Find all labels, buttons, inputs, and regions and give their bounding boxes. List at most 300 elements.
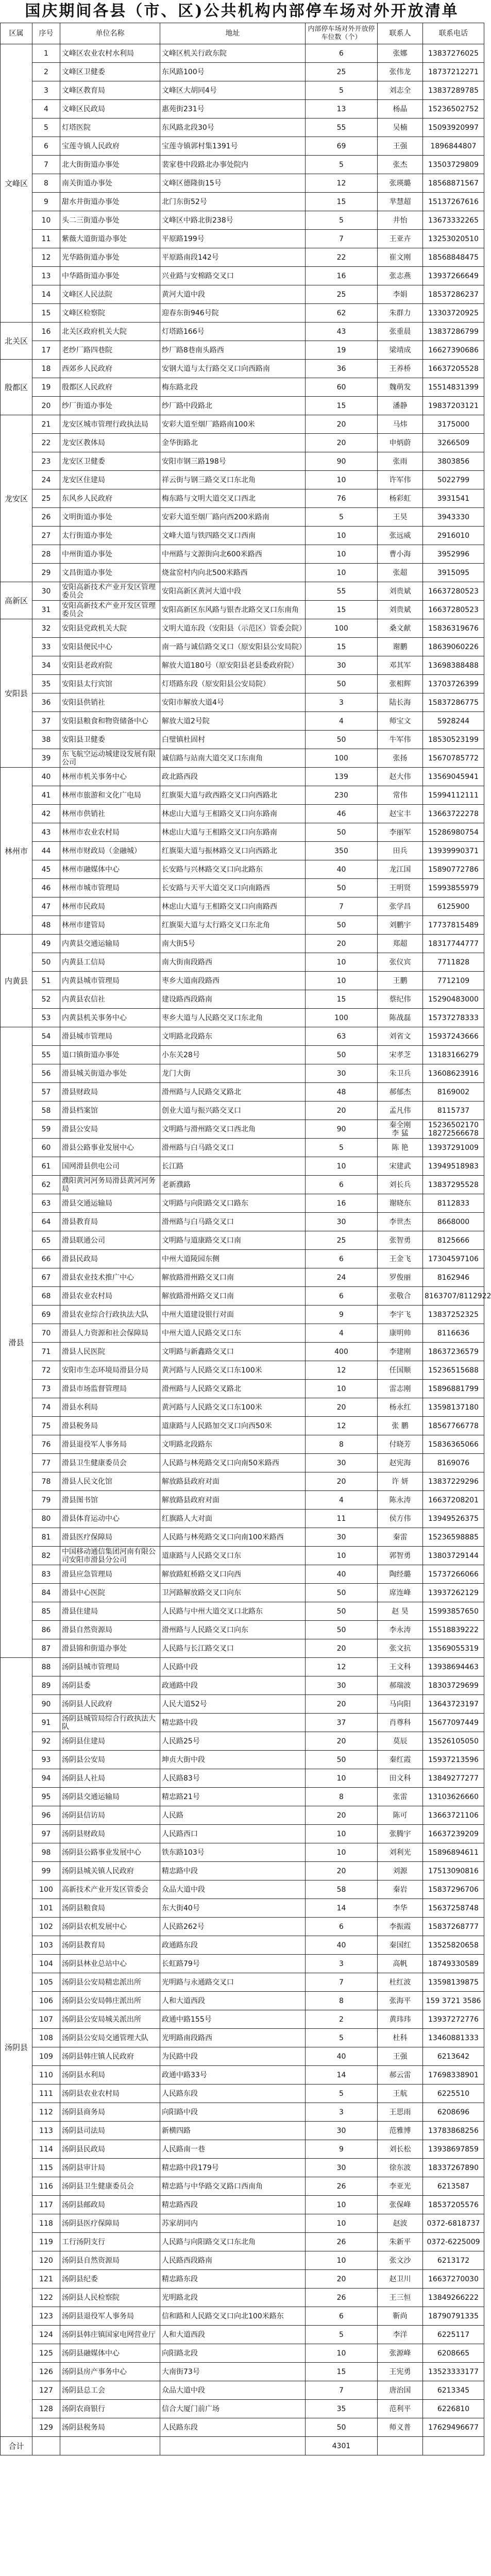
contact-phone: 15896881799 <box>423 1380 484 1398</box>
table-row <box>1 360 484 378</box>
parking-count: 5 <box>306 211 378 230</box>
parking-count: 30 <box>306 1064 378 1083</box>
address: 解放路滑州路交叉口南 <box>160 1287 306 1306</box>
row-index: 22 <box>32 434 60 452</box>
parking-count: 15 <box>306 2363 378 2381</box>
address: 滑州路与人民路交叉口向东 <box>160 1621 306 1639</box>
table-row <box>1 304 484 323</box>
address: 文峰区中路北街238号 <box>160 211 306 230</box>
row-index: 36 <box>32 693 60 712</box>
address: 梅东路与文明大道交叉口西北 <box>160 489 306 508</box>
contact-phone: 15836365066 <box>423 1435 484 1454</box>
table-row <box>1 1064 484 1083</box>
row-index: 96 <box>32 1806 60 1825</box>
parking-count: 90 <box>306 452 378 471</box>
contact-person: 张娜 <box>378 44 423 63</box>
table-row <box>1 1361 484 1380</box>
address: 新横四路 <box>160 2122 306 2140</box>
parking-count: 8 <box>306 1992 378 2010</box>
total-empty <box>32 2437 60 2455</box>
contact-phone: 8116636 <box>423 1324 484 1343</box>
address: 人民路东段 <box>160 2084 306 2103</box>
parking-count: 10 <box>306 471 378 489</box>
table-row <box>1 1658 484 1676</box>
unit-name: 汤阴县公安局 <box>60 1751 160 1769</box>
parking-count: 10 <box>306 545 378 564</box>
unit-name: 文明街道办事处 <box>60 508 160 527</box>
parking-count: 30 <box>306 1213 378 1231</box>
parking-count: 4 <box>306 712 378 731</box>
contact-phone: 13837286799 <box>423 323 484 341</box>
contact-person: 秦全刚 李 猛 <box>378 1120 423 1139</box>
contact-phone: 8115737 <box>423 1101 484 1120</box>
address: 众品大道中段 <box>160 1880 306 1899</box>
contact-person: 申炳蔚 <box>378 434 423 452</box>
address: 解放路县政府对面 <box>160 1472 306 1491</box>
contact-person: 郝郁杰 <box>378 1083 423 1101</box>
parking-count: 9 <box>306 1306 378 1324</box>
row-index: 94 <box>32 1769 60 1788</box>
table-row <box>1 1528 484 1547</box>
contact-person: 张瑛璐 <box>378 174 423 193</box>
row-index: 77 <box>32 1454 60 1472</box>
parking-count: 62 <box>306 304 378 323</box>
parking-count: 6 <box>306 44 378 63</box>
parking-count: 76 <box>306 489 378 508</box>
unit-name: 滑县交通运输局 <box>60 1194 160 1213</box>
address: 精忠路21号 <box>160 1788 306 1806</box>
row-index: 27 <box>32 527 60 545</box>
address: 林虑山大道与王相路交叉口向东路南 <box>160 823 306 842</box>
row-index: 4 <box>32 100 60 118</box>
row-index: 5 <box>32 118 60 137</box>
unit-name: 安阳县粮食和物资储备中心 <box>60 712 160 731</box>
address: 精忠路西段 <box>160 2196 306 2214</box>
parking-count: 24 <box>306 1268 378 1287</box>
contact-phone: 15836319676 <box>423 619 484 638</box>
parking-count: 50 <box>306 1602 378 1621</box>
table-row <box>1 1046 484 1064</box>
row-index: 75 <box>32 1417 60 1435</box>
table-row <box>1 1194 484 1213</box>
table-row <box>1 2326 484 2344</box>
region-cell: 汤阴县 <box>1 1658 32 2437</box>
contact-phone: 6225117 <box>423 2326 484 2344</box>
contact-phone: 13643723197 <box>423 1695 484 1714</box>
contact-phone: 13949526375 <box>423 1510 484 1528</box>
table-row <box>1 1843 484 1862</box>
address: 平原路南段142号 <box>160 248 306 267</box>
table-row <box>1 712 484 731</box>
contact-phone: 15637258748 <box>423 1899 484 1918</box>
row-index: 70 <box>32 1324 60 1343</box>
contact-phone: 13608623916 <box>423 1064 484 1083</box>
contact-person: 李洋 <box>378 2326 423 2344</box>
address: 文峰区大胡同4号 <box>160 81 306 100</box>
unit-name: 紫薇大道街道办事处 <box>60 230 160 248</box>
row-index: 9 <box>32 193 60 211</box>
parking-count: 12 <box>306 1658 378 1676</box>
contact-person: 唐治国 <box>378 2381 423 2400</box>
table-row <box>1 916 484 935</box>
contact-phone: 6208696 <box>423 2103 484 2122</box>
unit-name: 滑县农业综合行政执法大队 <box>60 1306 160 1324</box>
unit-name: 汤阴县邮政局 <box>60 2196 160 2214</box>
row-index: 80 <box>32 1510 60 1528</box>
row-index: 78 <box>32 1472 60 1491</box>
row-index: 29 <box>32 564 60 582</box>
address: 文明大道东段（安阳县（示范区）管委会院） <box>160 619 306 638</box>
contact-person: 芈慧超 <box>378 193 423 211</box>
row-index: 81 <box>32 1528 60 1547</box>
contact-person: 王文科 <box>378 1658 423 1676</box>
table-row <box>1 582 484 601</box>
parking-count: 90 <box>306 1120 378 1139</box>
contact-person: 王宪勇 <box>378 2363 423 2381</box>
row-index: 35 <box>32 675 60 693</box>
address: 中州大道人民路交叉口东 <box>160 1324 306 1343</box>
table-row <box>1 1769 484 1788</box>
contact-phone: 13783868256 <box>423 2122 484 2140</box>
address: 人民路中段 <box>160 1658 306 1676</box>
unit-name: 汤阴县公安局城关派出所 <box>60 2010 160 2029</box>
parking-count: 20 <box>306 1398 378 1417</box>
address: 祥云街与钢三路交叉口东北角 <box>160 471 306 489</box>
table-row <box>1 415 484 434</box>
row-index: 24 <box>32 471 60 489</box>
contact-person: 张学昌 <box>378 897 423 916</box>
unit-name: 林州市民政局 <box>60 897 160 916</box>
address: 黄河路与人民路交叉口东100米 <box>160 1398 306 1417</box>
row-index: 71 <box>32 1343 60 1361</box>
unit-name: 滑县体育运动中心 <box>60 1510 160 1528</box>
table-row <box>1 1176 484 1194</box>
row-index: 51 <box>32 972 60 990</box>
total-empty <box>60 2437 160 2455</box>
address: 南大街南段路西 <box>160 953 306 972</box>
contact-phone: 8163707/8112922 <box>423 1287 484 1306</box>
contact-phone: 3266509 <box>423 434 484 452</box>
address: 人和大道西段 <box>160 1992 306 2010</box>
contact-phone: 15737266066 <box>423 1565 484 1584</box>
parking-count: 20 <box>306 415 378 434</box>
parking-table <box>0 23 491 2455</box>
row-index: 112 <box>32 2103 60 2122</box>
address: 文峰区德隆街15号 <box>160 174 306 193</box>
contact-phone: 18568848475 <box>423 248 484 267</box>
address: 卫河路解放路交叉口向东 <box>160 1584 306 1602</box>
address: 黄河大道中段 <box>160 285 306 304</box>
row-index: 60 <box>32 1139 60 1157</box>
address: 中州路与文源街向北600米路西 <box>160 545 306 564</box>
row-index: 64 <box>32 1213 60 1231</box>
unit-name: 滑县自然资源局 <box>60 1621 160 1639</box>
row-index: 31 <box>32 601 60 619</box>
unit-name: 林州市机关事务中心 <box>60 768 160 786</box>
row-index: 57 <box>32 1083 60 1101</box>
row-index: 119 <box>32 2233 60 2251</box>
parking-count: 100 <box>306 1009 378 1027</box>
contact-person: 张源峰 <box>378 2344 423 2363</box>
table-row <box>1 1899 484 1918</box>
contact-phone: 15236515688 <box>423 1361 484 1380</box>
parking-count: 15 <box>306 601 378 619</box>
address: 北门东街52号 <box>160 193 306 211</box>
address: 光明路北段 <box>160 2289 306 2307</box>
contact-person: 赵波 <box>378 2214 423 2233</box>
contact-phone: 13698388488 <box>423 656 484 675</box>
parking-count: 5 <box>306 1139 378 1157</box>
address: 龙门大街 <box>160 1064 306 1083</box>
unit-name: 滑县农业农村局 <box>60 1287 160 1306</box>
contact-phone: 13937262129 <box>423 1584 484 1602</box>
table-row <box>1 452 484 471</box>
address: 道康路与人民路加交叉口向西50米 <box>160 1417 306 1435</box>
table-row <box>1 1213 484 1231</box>
contact-person: 王三恒 <box>378 2289 423 2307</box>
address: 为民路中段 <box>160 2047 306 2066</box>
contact-person: 张重晨 <box>378 323 423 341</box>
contact-person: 刘省文 <box>378 1027 423 1046</box>
unit-name: 林州市建管局 <box>60 916 160 935</box>
address: 人民路与中州大道交叉口北路东 <box>160 1602 306 1621</box>
address: 向阳路中段 <box>160 2103 306 2122</box>
table-row <box>1 2047 484 2066</box>
contact-person: 郝瑞波 <box>378 1676 423 1695</box>
contact-person: 王航 <box>378 2084 423 2103</box>
row-index: 76 <box>32 1435 60 1454</box>
table-row <box>1 564 484 582</box>
total-count: 4301 <box>306 2437 378 2455</box>
parking-count: 12 <box>306 174 378 193</box>
row-index: 124 <box>32 2326 60 2344</box>
address: 安钢大道与太行路交叉口向西路南 <box>160 360 306 378</box>
parking-count: 50 <box>306 731 378 749</box>
table-row <box>1 1918 484 1936</box>
contact-person: 张海平 <box>378 1992 423 2010</box>
parking-count: 100 <box>306 619 378 638</box>
address: 铁东路103号 <box>160 1843 306 1862</box>
row-index: 40 <box>32 768 60 786</box>
table-row <box>1 1806 484 1825</box>
address: 宝莲寺镇郭村集1391号 <box>160 137 306 156</box>
contact-person: 任国顺 <box>378 1361 423 1380</box>
address: 大南街73号 <box>160 2363 306 2381</box>
contact-person: 龙江国 <box>378 860 423 879</box>
address: 中州大道陵园东侧 <box>160 1250 306 1268</box>
total-row <box>1 2437 484 2455</box>
row-index: 32 <box>32 619 60 638</box>
contact-person: 郑超 <box>378 935 423 953</box>
table-row <box>1 44 484 63</box>
unit-name: 东飞航空运动城建设发展有限公司 <box>60 749 160 768</box>
contact-person: 秦雷 <box>378 1528 423 1547</box>
contact-phone: 15890772786 <box>423 860 484 879</box>
contact-person: 张超 <box>378 564 423 582</box>
unit-name: 文峰区卫健委 <box>60 63 160 81</box>
contact-phone: 15286980754 <box>423 823 484 842</box>
address: 人民大道52号 <box>160 1695 306 1714</box>
table-row <box>1 174 484 193</box>
region-cell: 滑县 <box>1 1027 32 1658</box>
parking-count: 30 <box>306 656 378 675</box>
parking-count: 30 <box>306 2159 378 2177</box>
unit-name: 南关街道办事处 <box>60 174 160 193</box>
row-index: 50 <box>32 953 60 972</box>
unit-name: 汤阴县人社局 <box>60 1769 160 1788</box>
table-row <box>1 1639 484 1658</box>
contact-phone: 15994112111 <box>423 786 484 805</box>
row-index: 87 <box>32 1639 60 1658</box>
contact-phone: 13460881333 <box>423 2029 484 2047</box>
contact-phone: 13938697859 <box>423 2140 484 2159</box>
unit-name: 汤阴县信访局 <box>60 1806 160 1825</box>
address: 道康路与人民路交叉口东 <box>160 1547 306 1565</box>
table-row <box>1 2270 484 2289</box>
parking-count: 10 <box>306 1825 378 1843</box>
parking-count: 7 <box>306 1973 378 1992</box>
contact-phone: 13673332265 <box>423 211 484 230</box>
row-index: 113 <box>32 2122 60 2140</box>
table-row <box>1 2363 484 2381</box>
row-index: 18 <box>32 360 60 378</box>
contact-person: 张智勇 <box>378 1231 423 1250</box>
contact-phone: 13253020510 <box>423 230 484 248</box>
row-index: 49 <box>32 935 60 953</box>
contact-person: 马炜 <box>378 415 423 434</box>
unit-name: 龙安区住建局 <box>60 471 160 489</box>
address: 坤贞大街中段 <box>160 1751 306 1769</box>
parking-count: 2 <box>306 2010 378 2029</box>
row-index: 56 <box>32 1064 60 1083</box>
contact-person: 杜科 <box>378 2029 423 2047</box>
row-index: 100 <box>32 1880 60 1899</box>
contact-phone: 17698338901 <box>423 2066 484 2084</box>
contact-phone: 13663722278 <box>423 805 484 823</box>
row-index: 7 <box>32 156 60 174</box>
address: 长安路与天平大道交叉口向南路西 <box>160 879 306 897</box>
table-row <box>1 1009 484 1027</box>
unit-name: 内黄县城市管理局 <box>60 972 160 990</box>
parking-count: 19 <box>306 341 378 360</box>
contact-phone: 7712109 <box>423 972 484 990</box>
address: 诚信路与站南大道交叉口东南角 <box>160 749 306 768</box>
address: 光明路南段路西 <box>160 2029 306 2047</box>
address: 人和大道西段 <box>160 2326 306 2344</box>
row-index: 115 <box>32 2159 60 2177</box>
parking-count: 50 <box>306 675 378 693</box>
contact-person: 刘利光 <box>378 1843 423 1862</box>
address: 红旗渠大道与太行路交叉口东北角 <box>160 916 306 935</box>
table-row <box>1 489 484 508</box>
row-index: 65 <box>32 1231 60 1250</box>
table-row <box>1 1676 484 1695</box>
contact-person: 侯方伟 <box>378 1510 423 1528</box>
contact-phone: 18749330589 <box>423 1955 484 1973</box>
row-index: 101 <box>32 1899 60 1918</box>
address: 文明路北段路东 <box>160 1435 306 1454</box>
contact-phone: 13598137180 <box>423 1398 484 1417</box>
row-index: 14 <box>32 285 60 304</box>
table-row <box>1 1621 484 1639</box>
parking-count: 5 <box>306 2084 378 2103</box>
row-index: 17 <box>32 341 60 360</box>
contact-phone: 6213587 <box>423 2177 484 2196</box>
contact-person: 张雷 <box>378 1788 423 1806</box>
parking-count: 13 <box>306 100 378 118</box>
row-index: 20 <box>32 397 60 415</box>
unit-name: 老纱厂路四巷院 <box>60 341 160 360</box>
address: 苏家胡同内 <box>160 2214 306 2233</box>
contact-person: 潘静 <box>378 397 423 415</box>
contact-phone: 13523333177 <box>423 2363 484 2381</box>
address: 滑州路与人民路交叉路北 <box>160 1083 306 1101</box>
parking-count: 5 <box>306 81 378 100</box>
address: 小东关28号 <box>160 1046 306 1064</box>
row-index: 111 <box>32 2084 60 2103</box>
unit-name: 汤阴县水利局 <box>60 2066 160 2084</box>
address: 人民路25号 <box>160 1732 306 1751</box>
contact-person: 田文科 <box>378 1769 423 1788</box>
contact-phone: 2916010 <box>423 527 484 545</box>
header-index: 序号 <box>32 23 60 44</box>
table-row <box>1 675 484 693</box>
parking-count: 5 <box>306 156 378 174</box>
row-index: 39 <box>32 749 60 768</box>
parking-count: 16 <box>306 267 378 285</box>
unit-name: 甜水井街道办事处 <box>60 193 160 211</box>
address: 文明路与滑州路交叉口西北角 <box>160 1120 306 1139</box>
row-index: 11 <box>32 230 60 248</box>
unit-name: 光华路街道办事处 <box>60 248 160 267</box>
contact-person: 罗俊丽 <box>378 1268 423 1287</box>
unit-name: 龙安区卫健委 <box>60 452 160 471</box>
table-row <box>1 100 484 118</box>
contact-phone: 3931541 <box>423 489 484 508</box>
contact-phone: 13103626660 <box>423 1788 484 1806</box>
address: 安彩大道至烟厂路向西200米路南 <box>160 508 306 527</box>
address: 人民路东段 <box>160 2418 306 2437</box>
table-row <box>1 397 484 415</box>
address: 政通中路155号 <box>160 2010 306 2029</box>
contact-person: 秦岩 <box>378 1880 423 1899</box>
unit-name: 高新技术产业开发区管委会 <box>60 1880 160 1899</box>
unit-name: 滑县人力资源和社会保障局 <box>60 1324 160 1343</box>
parking-count: 5 <box>306 2326 378 2344</box>
contact-person: 王昊 <box>378 508 423 527</box>
table-row <box>1 2418 484 2437</box>
unit-name: 滑县人民医院 <box>60 1343 160 1361</box>
table-row <box>1 63 484 81</box>
address: 滑州路与人民路交叉路北 <box>160 1380 306 1398</box>
header-contact: 联系人 <box>378 23 423 44</box>
contact-phone: 13837289785 <box>423 81 484 100</box>
address: 长虹路79号 <box>160 1955 306 1973</box>
row-index: 58 <box>32 1101 60 1120</box>
row-index: 105 <box>32 1973 60 1992</box>
unit-name: 汤阴县城关镇人民政府 <box>60 1862 160 1880</box>
contact-phone: 15137267616 <box>423 193 484 211</box>
row-index: 62 <box>32 1176 60 1194</box>
address: 人民路262号 <box>160 1918 306 1936</box>
row-index: 26 <box>32 508 60 527</box>
address: 政通中路33号 <box>160 2066 306 2084</box>
row-index: 103 <box>32 1936 60 1955</box>
unit-name: 安阳县党政机关大院 <box>60 619 160 638</box>
contact-person: 陶经璐 <box>378 1565 423 1584</box>
contact-person: 莫辰 <box>378 1732 423 1751</box>
row-index: 2 <box>32 63 60 81</box>
